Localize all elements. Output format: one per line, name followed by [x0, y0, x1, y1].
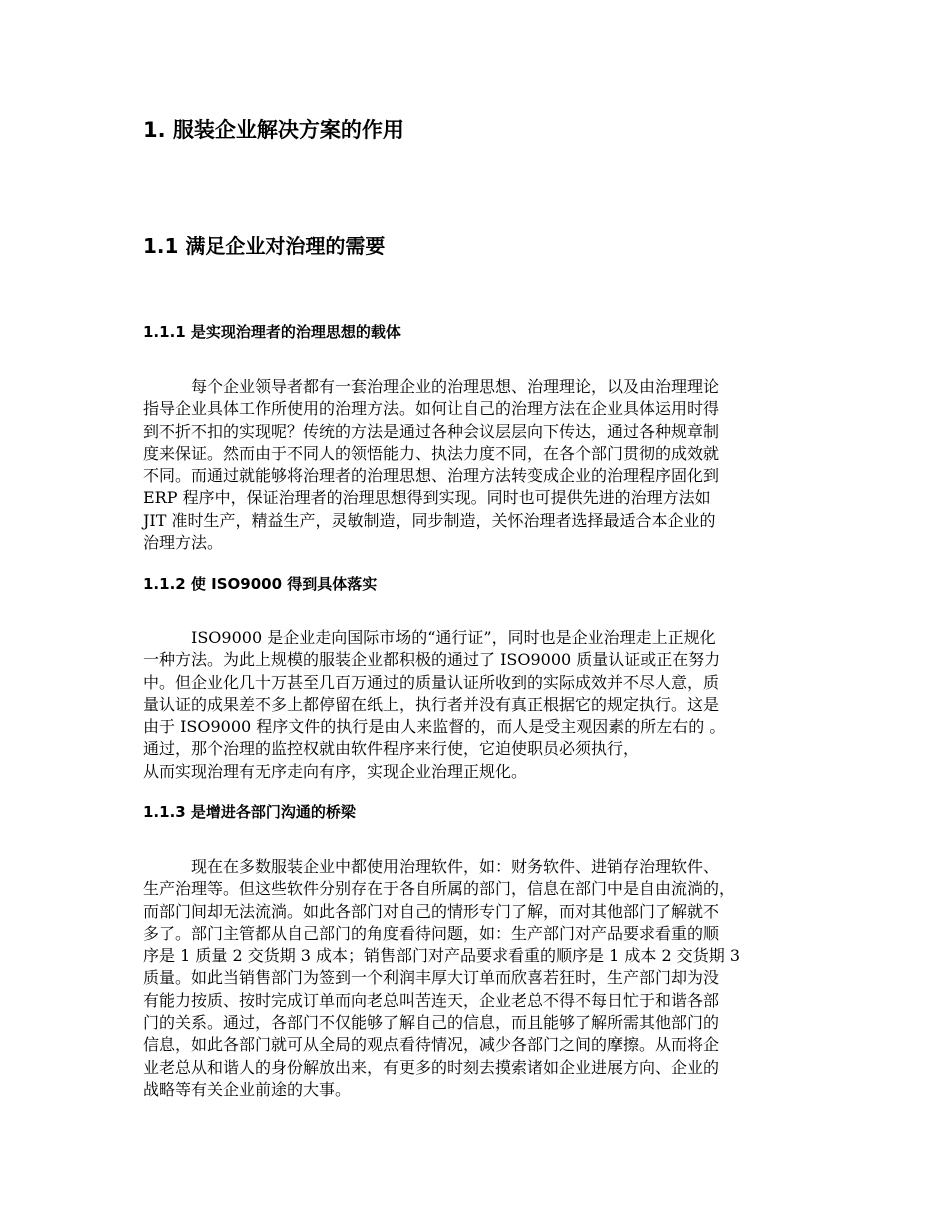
- paragraph-line: 生产治理等。但这些软件分别存在于各自所属的部门，信息在部门中是自由流淌的，: [143, 879, 736, 899]
- paragraph-1-1-3: [143, 856, 823, 1101]
- heading-1-1-3: 1.1.3 是增进各部门沟通的桥梁: [143, 803, 356, 821]
- paragraph-line: 序是 1 质量 2 交货期 3 成本；销售部门对产品要求看重的顺序是 1 成本 2 交货期 3: [143, 946, 741, 966]
- heading-1-1: 1.1 满足企业对治理的需要: [143, 234, 386, 258]
- paragraph-line: JIT 准时生产，精益生产，灵敏制造，同步制造，关怀治理者选择最适合本企业的: [143, 510, 716, 530]
- paragraph-line: 而部门间却无法流淌。如此各部门对自己的情形专门了解，而对其他部门了解就不: [143, 901, 720, 921]
- paragraph-line: ISO9000 是企业走向国际市场的“通行证”，同时也是企业治理走上正规化: [191, 628, 716, 647]
- paragraph-line: 多了。部门主管都从自己部门的角度看待问题，如：生产部门对产品要求看重的顺: [143, 923, 720, 943]
- paragraph-line: 不同。而通过就能够将治理者的治理思想、治理方法转变成企业的治理程序固化到: [143, 466, 720, 486]
- paragraph-1-1-1: [143, 376, 823, 554]
- paragraph-line: 现在在多数服装企业中都使用治理软件，如：财务软件、进销存治理软件、: [191, 857, 720, 876]
- paragraph-line: 信息，如此各部门就可从全局的观点看待情况，减少各部门之间的摩擦。从而将企: [143, 1035, 720, 1055]
- paragraph-line: 从而实现治理有无序走向有序，实现企业治理正规化。: [143, 761, 528, 781]
- paragraph-line: 度来保证。然而由于不同人的领悟能力、执法力度不同，在各个部门贯彻的成效就: [143, 443, 720, 463]
- paragraph-line: 门的关系。通过，各部门不仅能够了解自己的信息，而且能够了解所需其他部门的: [143, 1013, 720, 1033]
- paragraph-line: 量认证的成果差不多上都停留在纸上，执行者并没有真正根据它的规定执行。这是: [143, 694, 720, 714]
- paragraph-line: 质量。如此当销售部门为签到一个利润丰厚大订单而欣喜若狂时，生产部门却为没: [143, 968, 720, 988]
- heading-1: 1. 服装企业解决方案的作用: [143, 118, 404, 142]
- paragraph-line: 到不折不扣的实现呢？传统的方法是通过各种会议层层向下传达，通过各种规章制: [143, 421, 720, 441]
- paragraph-line: 指导企业具体工作所使用的治理方法。如何让自己的治理方法在企业具体运用时得: [143, 399, 720, 419]
- paragraph-line: 一种方法。为此上规模的服装企业都积极的通过了 ISO9000 质量认证或正在努力: [143, 650, 721, 670]
- heading-1-1-1: 1.1.1 是实现治理者的治理思想的载体: [143, 323, 401, 341]
- paragraph-line: 通过，那个治理的监控权就由软件程序来行使，它迫使职员必须执行，: [143, 739, 640, 759]
- paragraph-line: 业老总从和谐人的身份解放出来，有更多的时刻去摸索诸如企业进展方向、企业的: [143, 1057, 720, 1077]
- paragraph-line: 每个企业领导者都有一套治理企业的治理思想、治理理论，以及由治理理论: [191, 377, 720, 396]
- paragraph-line: 有能力按质、按时完成订单而向老总叫苦连天，企业老总不得不每日忙于和谐各部: [143, 990, 720, 1010]
- paragraph-line: ERP 程序中，保证治理者的治理思想得到实现。同时也可提供先进的治理方法如: [143, 488, 711, 508]
- paragraph-line: 中。但企业化几十万甚至几百万通过的质量认证所收到的实际成效并不尽人意，质: [143, 672, 720, 692]
- paragraph-1-1-2: [143, 627, 823, 783]
- paragraph-line: 由于 ISO9000 程序文件的执行是由人来监督的，而人是受主观因素的所左右的 。: [143, 717, 726, 737]
- paragraph-line: 治理方法。: [143, 533, 224, 553]
- paragraph-line: 战略等有关企业前途的大事。: [143, 1079, 352, 1099]
- heading-1-1-2: 1.1.2 使 ISO9000 得到具体落实: [143, 575, 378, 593]
